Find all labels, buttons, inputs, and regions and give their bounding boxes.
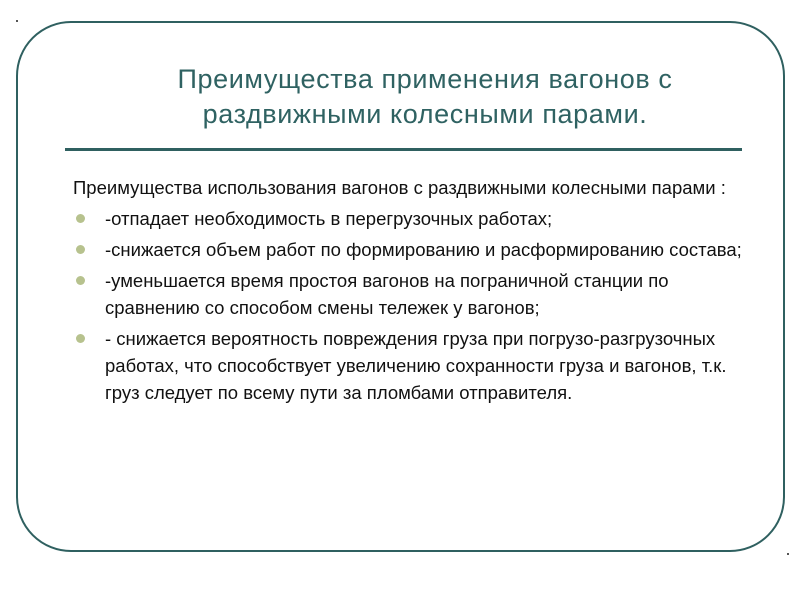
- slide-body: [73, 174, 753, 410]
- list-item: [73, 236, 753, 263]
- list-item-text: -уменьшается время простоя вагонов на пограничной станции по сравнению со способом смены тележек у вагонов;: [105, 270, 669, 318]
- title-divider: [65, 148, 742, 151]
- bullet-icon: [76, 334, 85, 343]
- list-item-text: -снижается объем работ по формированию и расформированию состава;: [105, 239, 742, 260]
- slide-title: [90, 62, 760, 132]
- bullet-icon: [76, 276, 85, 285]
- bullet-icon: [76, 214, 85, 223]
- list-item: [73, 205, 753, 232]
- intro-text: Преимущества использования вагонов с раздвижными колесными парами :: [73, 177, 726, 198]
- list-item: [73, 267, 753, 321]
- title-line: раздвижными колесными парами.: [202, 99, 648, 129]
- list-item-text: - снижается вероятность повреждения груза при погрузо-разгрузочных работах, что способствует увеличению сохранности груза и вагонов, т.к. груз следует по всему пути за пломбами отправителя.: [105, 328, 727, 403]
- list-item-text: -отпадает необходимость в перегрузочных работах;: [105, 208, 553, 229]
- corner-dot: [16, 20, 18, 22]
- bullet-icon: [76, 245, 85, 254]
- list-item: [73, 325, 753, 406]
- title-line: Преимущества применения вагонов с: [177, 64, 673, 94]
- corner-dot: [787, 553, 789, 555]
